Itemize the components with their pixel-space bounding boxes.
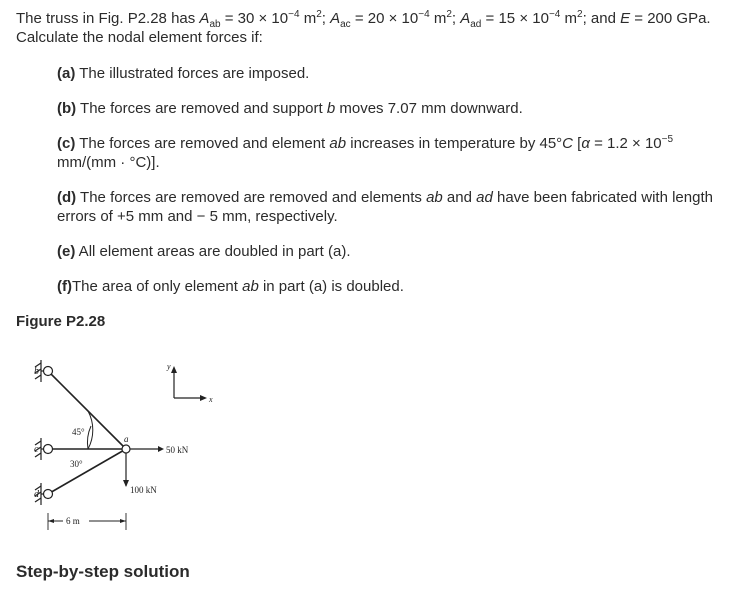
angle-30-label: 30° bbox=[70, 459, 83, 469]
area-ad-unit: m bbox=[560, 10, 578, 27]
part-a bbox=[57, 64, 717, 83]
part-d-text: The forces are removed are removed and elements bbox=[76, 189, 427, 206]
member-ad bbox=[48, 449, 126, 494]
step-by-step-heading: Step-by-step solution bbox=[16, 562, 190, 581]
area-ac-unit-power: 2 bbox=[446, 9, 452, 20]
area-ab-unit: m bbox=[299, 10, 317, 27]
force-vertical-label: 100 kN bbox=[130, 485, 157, 495]
part-e-text: All element areas are doubled in part (a). bbox=[75, 243, 351, 260]
part-c-text-temp: increases in temperature by 45° bbox=[346, 135, 563, 152]
part-c-variable: ab bbox=[329, 135, 347, 152]
area-ac-value: = 20 × 10 bbox=[350, 10, 419, 27]
part-d-text-end: have been fabricated with length errors of +5 mm and − 5 mm, respectively. bbox=[57, 189, 713, 225]
part-c-units: mm/(mm · °C)]. bbox=[57, 154, 160, 171]
part-f bbox=[57, 277, 717, 296]
part-f-variable: ab bbox=[242, 278, 259, 295]
area-ab-exponent: −4 bbox=[288, 9, 300, 20]
node-a-label: a bbox=[124, 434, 129, 444]
part-a-text: The illustrated forces are imposed. bbox=[75, 65, 310, 82]
axis-y-label: y bbox=[167, 362, 171, 371]
area-ac-subscript: ac bbox=[340, 19, 351, 30]
separator: ; bbox=[321, 10, 331, 27]
part-c bbox=[57, 134, 717, 172]
area-ad-exponent: −4 bbox=[548, 9, 561, 20]
area-ac-unit: m bbox=[429, 10, 447, 27]
part-b-text-end: moves 7.07 mm downward. bbox=[335, 100, 523, 117]
node-b-label: b bbox=[34, 366, 39, 377]
angle-45-label: 45° bbox=[72, 427, 85, 437]
node-a-pin bbox=[122, 445, 130, 453]
part-e-label: (e) bbox=[57, 243, 76, 260]
part-b-text: The forces are removed and support bbox=[76, 100, 327, 117]
part-f-text: The area of only element bbox=[72, 278, 243, 295]
part-d-label: (d) bbox=[57, 189, 77, 206]
part-c-bracket: [ bbox=[573, 135, 582, 152]
part-c-celsius: C bbox=[562, 135, 574, 152]
area-ab-unit-power: 2 bbox=[316, 9, 322, 20]
part-b-label: (b) bbox=[57, 100, 77, 117]
truss-diagram bbox=[30, 350, 220, 540]
part-e bbox=[57, 242, 717, 261]
node-d-label: d bbox=[34, 489, 39, 500]
modulus-value: = 200 GPa. Calculate the nodal element forces if: bbox=[16, 10, 711, 46]
separator: ; bbox=[451, 10, 461, 27]
part-d-variable-ab: ab bbox=[426, 189, 443, 206]
problem-statement bbox=[16, 9, 721, 47]
part-c-alpha: α bbox=[581, 135, 590, 152]
part-c-coef: = 1.2 × 10 bbox=[589, 135, 662, 152]
area-ab-subscript: ab bbox=[209, 19, 221, 30]
force-horizontal-label: 50 kN bbox=[166, 445, 189, 455]
area-ad-symbol: A bbox=[460, 10, 471, 27]
part-a-label: (a) bbox=[57, 65, 76, 82]
area-ac-symbol: A bbox=[330, 10, 341, 27]
area-ad-value: = 15 × 10 bbox=[481, 10, 549, 27]
part-f-text-end: in part (a) is doubled. bbox=[258, 278, 404, 295]
member-ab bbox=[48, 371, 126, 449]
and-text: ; and bbox=[582, 10, 621, 27]
area-ad-subscript: ad bbox=[470, 19, 482, 30]
part-d-and: and bbox=[442, 189, 477, 206]
part-c-text: The forces are removed and element bbox=[75, 135, 330, 152]
part-f-label: (f) bbox=[57, 278, 72, 295]
area-ad-unit-power: 2 bbox=[577, 9, 583, 20]
figure-label: Figure P2.28 bbox=[16, 313, 106, 330]
area-ac-exponent: −4 bbox=[418, 9, 430, 20]
area-ab-value: = 30 × 10 bbox=[220, 10, 289, 27]
intro-text: The truss in Fig. P2.28 has bbox=[16, 10, 200, 27]
modulus-symbol: E bbox=[620, 10, 631, 27]
node-c-label: c bbox=[34, 444, 39, 455]
dimension-label: 6 m bbox=[66, 516, 80, 526]
part-b-variable: b bbox=[326, 100, 336, 117]
part-c-exponent: −5 bbox=[661, 134, 674, 145]
area-ab-symbol: A bbox=[199, 10, 210, 27]
part-c-label: (c) bbox=[57, 135, 76, 152]
part-d-variable-ad: ad bbox=[476, 189, 493, 206]
part-d bbox=[57, 188, 717, 226]
axis-x-label: x bbox=[209, 395, 213, 404]
angle-45-arc bbox=[88, 411, 93, 449]
part-b bbox=[57, 99, 717, 118]
